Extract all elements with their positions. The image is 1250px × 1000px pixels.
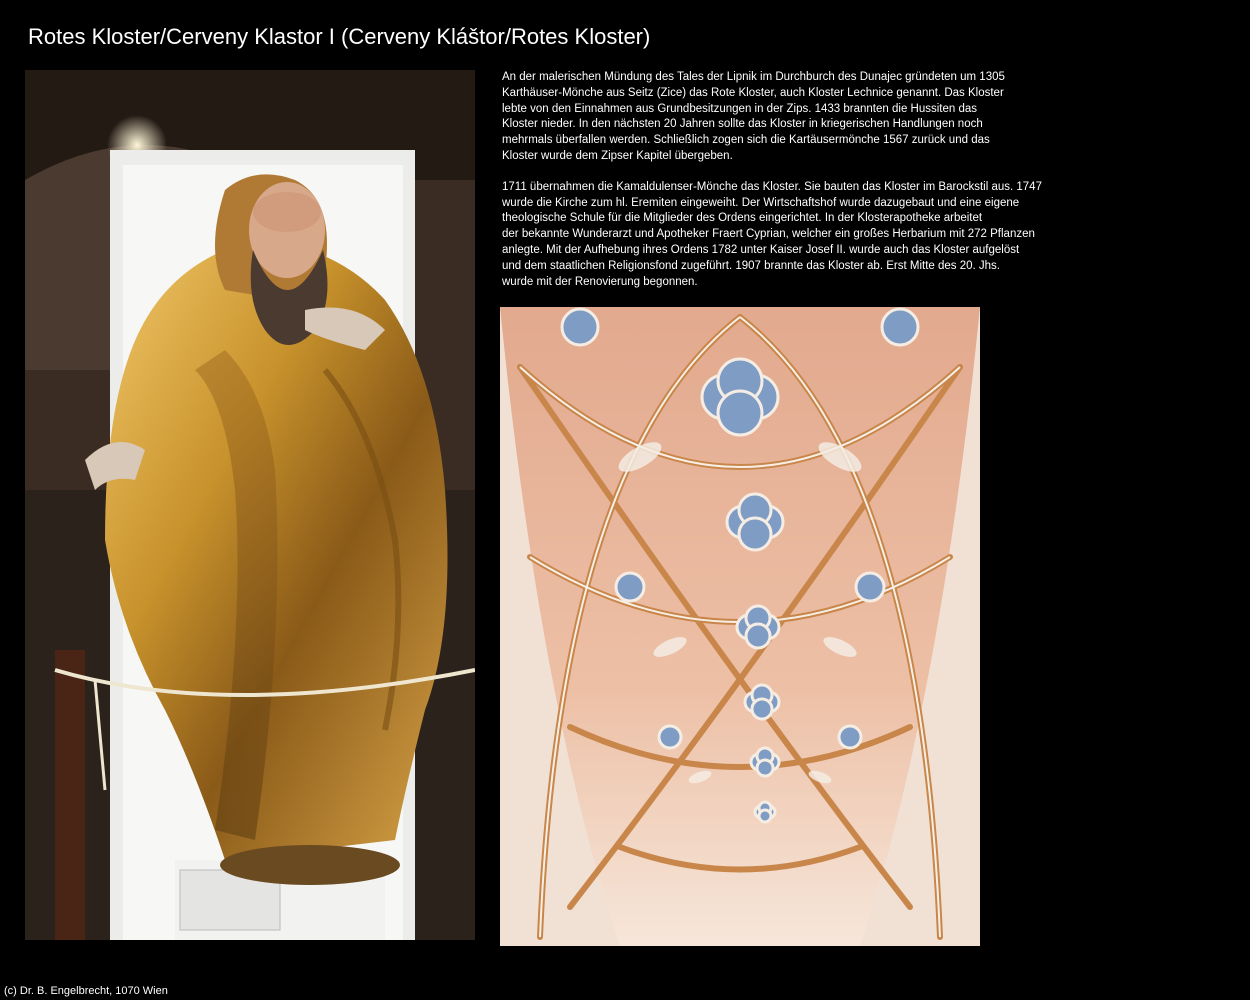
description-line: der bekannte Wunderarzt und Apotheker Fraert Cyprian, welcher ein großes Herbarium mit 272 Pflanzen <box>502 228 1035 241</box>
vault-ceiling-photo <box>500 307 980 946</box>
page-title: Rotes Kloster/Cerveny Klastor I (Cerveny Kláštor/Rotes Kloster) <box>28 24 651 49</box>
statue-image <box>25 70 475 940</box>
description-line: mehrmals überfallen werden. Schließlich zogen sich die Kartäusermönche 1567 zurück und das <box>502 134 990 147</box>
description-paragraph-2 <box>502 180 1077 291</box>
description-paragraph-1 <box>502 70 1077 165</box>
description-line: wurde die Kirche zum hl. Eremiten eingeweiht. Der Wirtschaftshof wurde dazugebaut und eine eigene <box>502 196 1020 209</box>
description-line: anlegte. Mit der Aufhebung ihres Ordens 1782 unter Kaiser Josef II. wurde auch das Kloster aufgelöst <box>502 243 1020 256</box>
description-line: lebte von den Einnahmen aus Grundbesitzungen in der Zips. 1433 brannten die Hussiten das <box>502 102 978 115</box>
description-line: theologische Schule für die Mitglieder des Ordens eingerichtet. In der Klosterapotheke arbeitet <box>502 212 983 225</box>
copyright-footer: (c) Dr. B. Engelbrecht, 1070 Wien <box>4 985 168 997</box>
statue-photo <box>25 70 475 940</box>
description-line: An der malerischen Mündung des Tales der Lipnik im Durchburch des Dunajec gründeten um 1305 <box>502 71 1005 83</box>
vault-ceiling-image <box>500 307 980 946</box>
description-line: wurde mit der Renovierung begonnen. <box>502 275 698 288</box>
description <box>502 70 1077 305</box>
description-line: 1711 übernahmen die Kamaldulenser-Mönche das Kloster. Sie bauten das Kloster im Barockstil aus. 1747 <box>502 180 1042 193</box>
description-line: Kloster wurde dem Zipser Kapitel übergeben. <box>502 149 733 162</box>
description-line: Karthäuser-Mönche aus Seitz (Zice) das Rote Kloster, auch Kloster Lechnice genannt. Das Kloster <box>502 86 1004 99</box>
description-line: und dem staatlichen Religionsfond zugeführt. 1907 brannte das Kloster ab. Erst Mitte des 20. Jhs. <box>502 259 1000 272</box>
description-line: Kloster nieder. In den nächsten 20 Jahren sollte das Kloster in kriegerischen Handlungen noch <box>502 118 983 131</box>
